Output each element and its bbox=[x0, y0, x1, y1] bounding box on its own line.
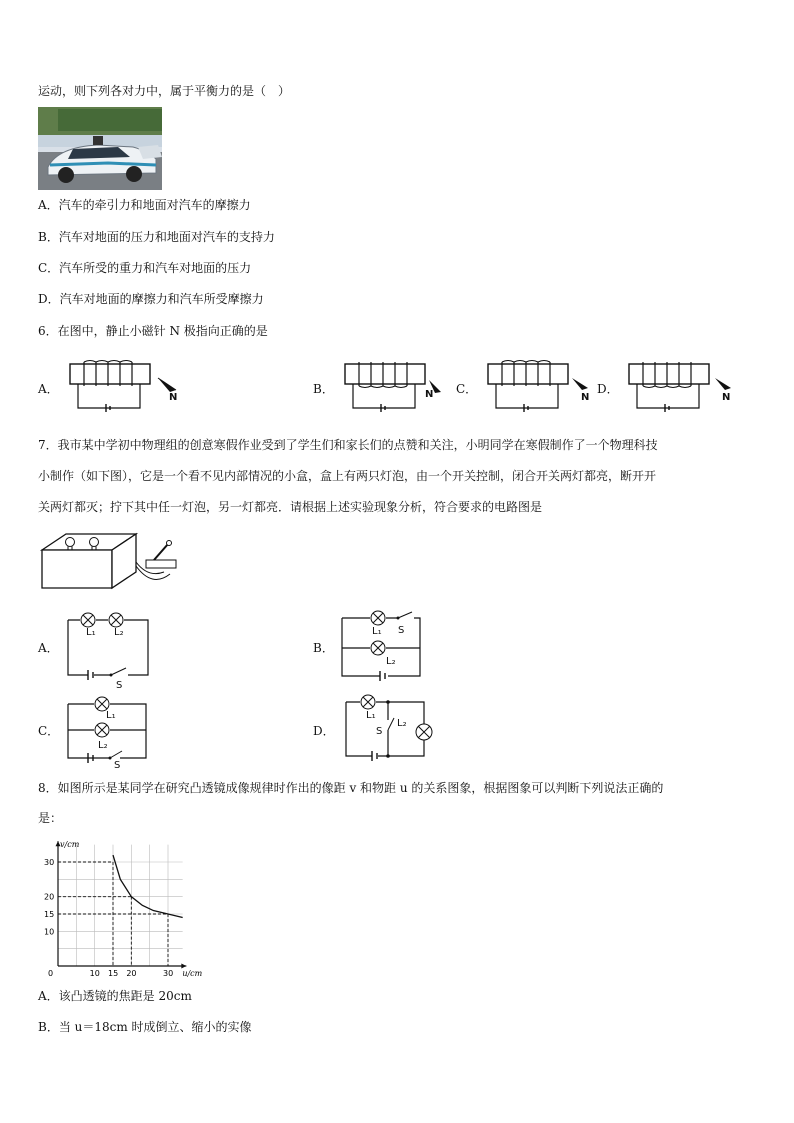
q6-b-pole: N bbox=[425, 389, 434, 400]
q7-d-l1: L₁ bbox=[366, 710, 376, 721]
q7-d-s: S bbox=[376, 726, 383, 737]
q8-chart bbox=[38, 832, 218, 980]
q7-c-s: S bbox=[114, 760, 121, 771]
q7-stem-line-3: 关两灯都灭；拧下其中任一灯泡，另一灯都亮．请根据上述实验现象分析，符合要求的电路图是 bbox=[38, 500, 543, 514]
x-tick-label: 10 bbox=[89, 969, 100, 978]
q7-circuit-c bbox=[66, 694, 156, 772]
q7-a-s: S bbox=[116, 680, 123, 691]
q7-box-illustration bbox=[38, 530, 190, 595]
x-tick-label: 15 bbox=[108, 969, 119, 978]
y-tick-label: 10 bbox=[44, 927, 55, 937]
q7-option-d-label: D． bbox=[313, 724, 335, 738]
q7-option-c-label: C． bbox=[38, 724, 60, 738]
v-u-curve bbox=[113, 855, 183, 917]
q7-circuit-a bbox=[66, 610, 156, 688]
q7-stem-line-1: 7．我市某中学初中物理组的创意寒假作业受到了学生们和家长们的点赞和关注，小明同学在寒假制作了一个物理科技 bbox=[38, 438, 658, 452]
q6-option-d-label: D． bbox=[597, 382, 619, 396]
q7-b-s: S bbox=[398, 625, 405, 636]
q6-a-pole: N bbox=[169, 392, 178, 403]
q5-option-b: B．汽车对地面的压力和地面对汽车的支持力 bbox=[38, 230, 275, 244]
q7-b-l2: L₂ bbox=[386, 656, 396, 667]
q6-option-c-label: C． bbox=[456, 382, 478, 396]
q7-a-l2: L₂ bbox=[114, 627, 124, 638]
q8-option-a: A．该凸透镜的焦距是 20cm bbox=[38, 989, 192, 1003]
y-tick-label: 15 bbox=[44, 910, 55, 919]
x-tick-label: 30 bbox=[163, 969, 174, 978]
q6-solenoid-c bbox=[484, 358, 594, 414]
q5-option-a: A．汽车的牵引力和地面对汽车的摩擦力 bbox=[38, 198, 251, 212]
q6-solenoid-b bbox=[341, 358, 451, 414]
q7-stem-line-2: 小制作（如下图），它是一个看不见内部情况的小盒，盒上有两只灯泡，由一个开关控制，闭合开关两灯都亮，断开开 bbox=[38, 469, 657, 483]
y-tick-label: 30 bbox=[44, 858, 55, 867]
q7-a-l1: L₁ bbox=[86, 627, 96, 638]
q6-option-b-label: B． bbox=[313, 382, 334, 396]
q8-stem-line-1: 8．如图所示是某同学在研究凸透镜成像规律时作出的像距 v 和物距 u 的关系图象，根据图象可以判断下列说法正确的 bbox=[38, 781, 664, 795]
q6-solenoid-a bbox=[66, 358, 186, 414]
q7-c-l2: L₂ bbox=[98, 740, 108, 751]
q7-circuit-d bbox=[344, 692, 444, 762]
q6-option-a-label: A． bbox=[38, 382, 59, 396]
x-axis-arrow bbox=[181, 964, 186, 969]
q7-circuit-b bbox=[340, 608, 430, 688]
y-axis-label: v/cm bbox=[60, 840, 80, 850]
q5-option-d: D．汽车对地面的摩擦力和汽车所受摩擦力 bbox=[38, 292, 264, 306]
car-photo bbox=[38, 107, 162, 190]
q7-d-l2: L₂ bbox=[397, 718, 407, 729]
x-tick-label: 20 bbox=[126, 969, 137, 978]
q6-d-pole: N bbox=[722, 392, 731, 403]
q8-option-b: B．当 u＝18cm 时成倒立、缩小的实像 bbox=[38, 1020, 252, 1034]
x-axis-label: u/cm bbox=[182, 969, 203, 978]
y-tick-label: 20 bbox=[44, 892, 55, 902]
q5-option-c: C．汽车所受的重力和汽车对地面的压力 bbox=[38, 261, 252, 275]
q7-option-b-label: B． bbox=[313, 641, 334, 655]
x-tick-label: 0 bbox=[48, 969, 54, 978]
q8-stem-line-2: 是： bbox=[38, 811, 63, 825]
q6-c-pole: N bbox=[581, 392, 590, 403]
q7-b-l1: L₁ bbox=[372, 626, 382, 637]
q6-stem: 6．在图中，静止小磁针 N 极指向正确的是 bbox=[38, 324, 268, 338]
q7-option-a-label: A． bbox=[38, 641, 59, 655]
q7-c-l1: L₁ bbox=[106, 710, 116, 721]
q5-stem-tail: 运动，则下列各对力中，属于平衡力的是（ ） bbox=[38, 84, 291, 98]
